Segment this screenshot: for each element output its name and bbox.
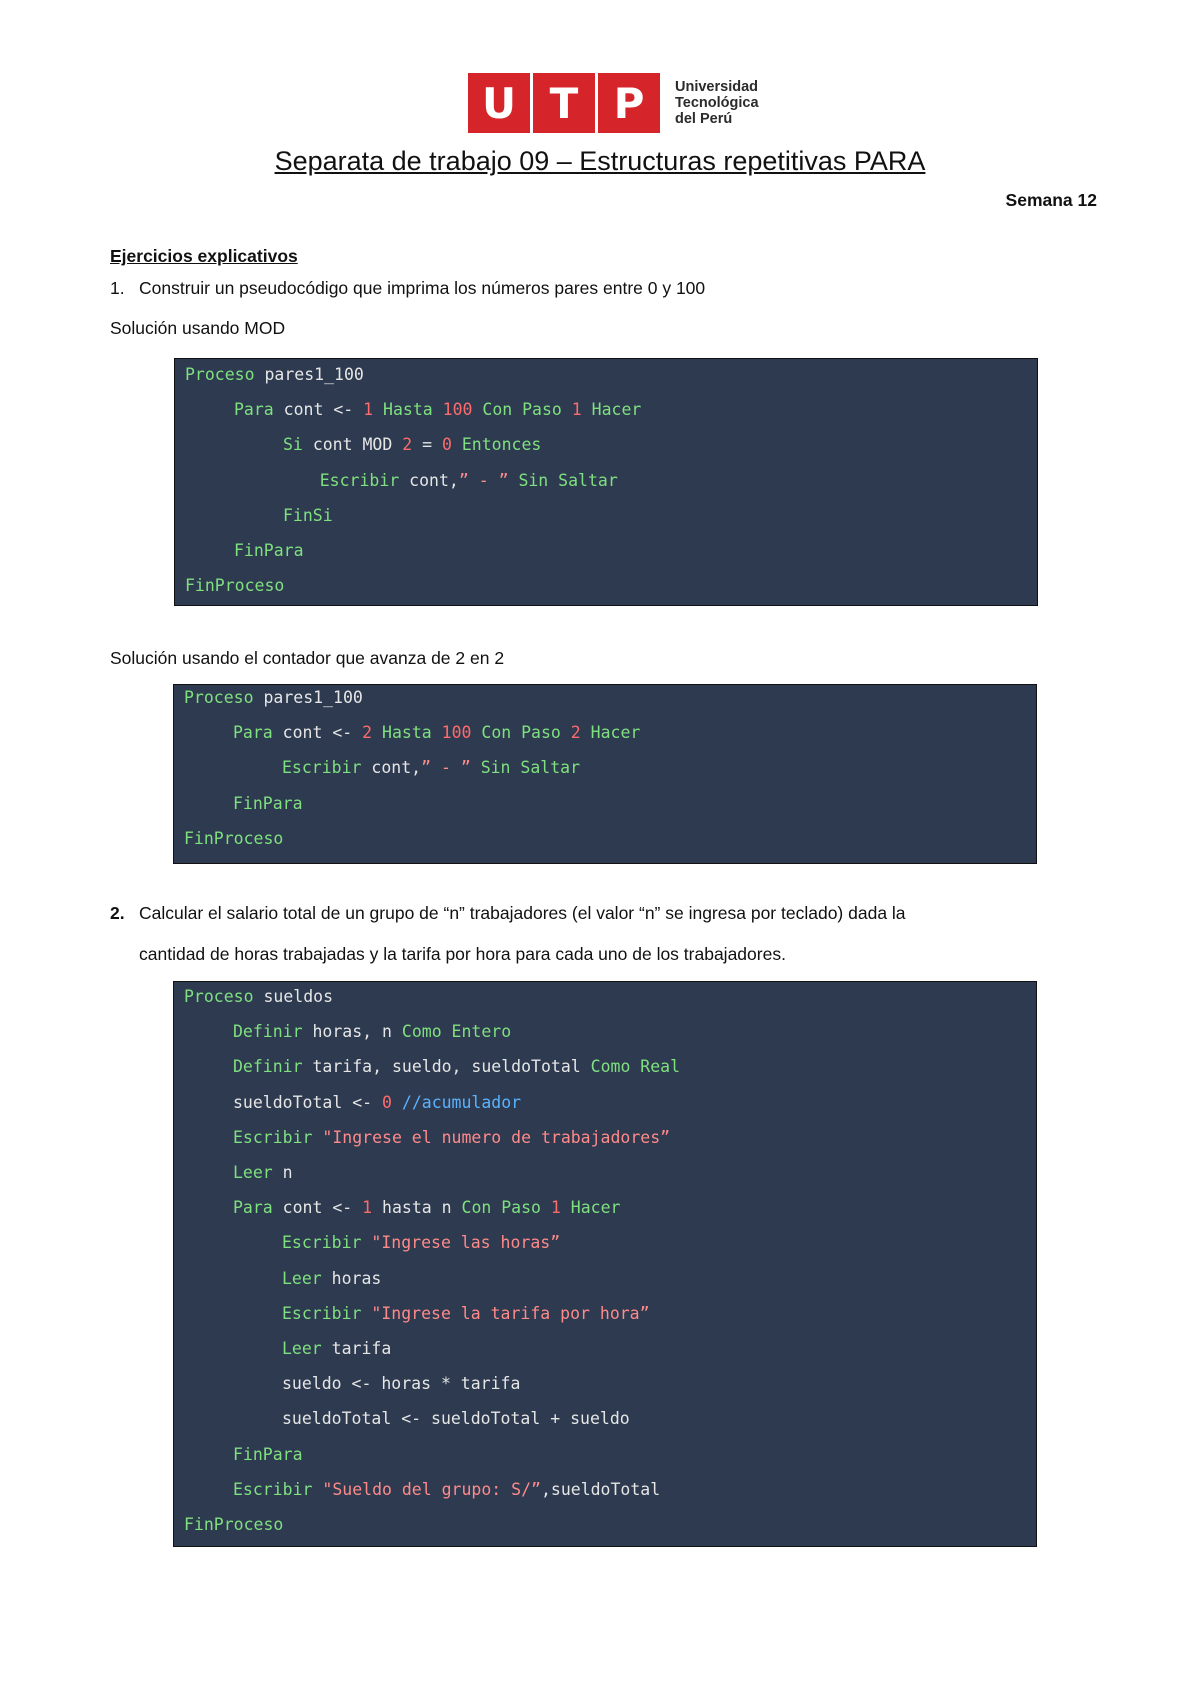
code-token: Escribir: [282, 1233, 372, 1253]
code-token: Escribir: [282, 1303, 372, 1323]
code-token: //acumulador: [401, 1092, 522, 1112]
code-token: tarifa, sueldo, sueldoTotal: [312, 1057, 591, 1077]
code-token: 100: [441, 723, 482, 743]
code-line: [184, 985, 333, 1009]
code-token: 1: [363, 400, 384, 420]
code-token: Con Paso: [482, 400, 572, 420]
utp-logo: [468, 73, 759, 133]
section-heading: Ejercicios explicativos: [110, 246, 298, 266]
code-line: [282, 1337, 391, 1361]
solution-2-label: Solución usando el contador que avanza de 2 en 2: [110, 648, 505, 668]
code-token: Escribir: [233, 1127, 323, 1147]
code-token: 0: [382, 1092, 402, 1112]
code-token: horas, n: [312, 1022, 402, 1042]
exercise-1-number: 1.: [110, 278, 125, 298]
code-line: [282, 1267, 381, 1291]
code-token: Si: [283, 435, 313, 455]
week-label: Semana 12: [1005, 190, 1097, 210]
code-line: [320, 469, 618, 493]
exercise-2-text-line-2: cantidad de horas trabajadas y la tarifa por hora para cada uno de los trabajadores.: [139, 944, 786, 964]
code-token: sueldoTotal <-: [233, 1092, 383, 1112]
code-token: FinSi: [283, 505, 333, 525]
code-line: [184, 1513, 283, 1537]
exercise-1: [110, 278, 705, 299]
logo-letter-u: U: [468, 73, 530, 133]
code-token: Proceso: [184, 688, 264, 707]
code-block-step-2: [173, 684, 1037, 864]
code-token: sueldos: [263, 987, 334, 1006]
code-token: "Sueldo del grupo: S/”: [322, 1479, 541, 1499]
logo-letter-t: T: [533, 73, 595, 133]
code-token: FinPara: [233, 1444, 303, 1464]
code-token: 2: [570, 723, 591, 743]
code-token: pares1_100: [263, 688, 363, 707]
code-token: cont,: [371, 758, 422, 778]
code-token: Con Paso: [481, 723, 571, 743]
code-token: Sin Saltar: [480, 758, 581, 778]
code-token: sueldo <- horas * tarifa: [282, 1374, 521, 1394]
code-token: Escribir: [282, 758, 372, 778]
code-token: Hacer: [590, 723, 641, 743]
code-token: 0: [441, 435, 462, 455]
code-token: 1: [550, 1198, 571, 1218]
code-line: [233, 1020, 511, 1044]
code-token: Como Entero: [401, 1022, 512, 1042]
code-token: Hasta: [382, 723, 442, 743]
code-token: pares1_100: [264, 365, 364, 384]
code-token: 1: [571, 400, 592, 420]
code-line: [233, 1126, 670, 1150]
solution-1-label: Solución usando MOD: [110, 318, 286, 338]
code-token: FinProceso: [185, 576, 285, 596]
code-line: [184, 686, 363, 710]
code-block-sueldos: [173, 981, 1037, 1547]
code-token: Hacer: [591, 400, 642, 420]
code-token: Para: [233, 1198, 283, 1218]
code-token: "Ingrese las horas”: [371, 1233, 561, 1253]
code-token: Definir: [233, 1022, 313, 1042]
logo-wordmark: [675, 79, 759, 127]
code-token: Proceso: [185, 365, 265, 384]
code-token: Leer: [282, 1268, 332, 1288]
code-token: FinProceso: [184, 828, 284, 848]
code-token: Escribir: [233, 1479, 323, 1499]
code-line: [282, 1231, 560, 1255]
code-token: Definir: [233, 1057, 313, 1077]
code-line: [233, 1091, 521, 1115]
code-token: Hacer: [570, 1198, 621, 1218]
code-token: FinPara: [233, 793, 303, 813]
code-token: sueldoTotal <- sueldoTotal + sueldo: [282, 1409, 630, 1429]
code-token: Como Real: [590, 1057, 681, 1077]
code-line: [184, 827, 283, 851]
code-token: 2: [362, 723, 383, 743]
code-token: "Ingrese el numero de trabajadores”: [322, 1127, 671, 1147]
logo-word-3: del Perú: [675, 111, 733, 127]
code-line: [233, 721, 640, 745]
code-line: [282, 1407, 630, 1431]
code-token: n: [282, 1163, 293, 1182]
code-token: tarifa: [331, 1339, 392, 1358]
code-token: ” - ”: [458, 470, 519, 490]
code-token: horas: [331, 1268, 382, 1288]
code-token: Proceso: [184, 987, 264, 1006]
code-token: Con Paso: [461, 1198, 551, 1218]
code-line: [185, 574, 284, 598]
exercise-2: [110, 903, 906, 924]
code-line: [234, 398, 641, 422]
code-token: Escribir: [319, 470, 410, 490]
code-line: [233, 1055, 680, 1079]
code-line: [282, 756, 580, 780]
code-token: =: [422, 435, 442, 455]
code-line: [282, 1302, 650, 1326]
code-line: [283, 504, 333, 528]
code-token: ” - ”: [421, 758, 481, 778]
code-token: "Ingrese la tarifa por hora”: [371, 1303, 650, 1323]
code-token: cont <-: [282, 1198, 363, 1218]
code-token: FinProceso: [184, 1515, 284, 1534]
code-token: FinPara: [234, 541, 304, 560]
code-token: hasta n: [382, 1198, 462, 1218]
logo-word-2: Tecnológica: [675, 95, 759, 111]
code-token: ,sueldoTotal: [540, 1479, 661, 1499]
code-line: [233, 792, 303, 816]
code-token: cont MOD: [312, 435, 403, 455]
code-token: Sin Saltar: [518, 470, 618, 490]
code-line: [282, 1372, 520, 1396]
code-token: Leer: [282, 1339, 332, 1358]
code-token: 1: [362, 1198, 383, 1218]
code-line: [234, 539, 304, 563]
code-token: Para: [233, 723, 283, 743]
exercise-1-text: Construir un pseudocódigo que imprima los números pares entre 0 y 100: [139, 278, 706, 298]
code-line: [233, 1161, 293, 1185]
code-line: [185, 363, 364, 387]
code-block-mod: [174, 358, 1038, 606]
exercise-2-number: 2.: [110, 903, 125, 923]
logo-word-1: Universidad: [675, 79, 758, 95]
code-line: [233, 1478, 660, 1502]
code-token: Entonces: [461, 435, 542, 455]
document-title: Separata de trabajo 09 – Estructuras repetitivas PARA: [274, 146, 926, 176]
code-token: 2: [402, 435, 423, 455]
code-token: cont,: [409, 470, 459, 490]
code-token: cont <-: [283, 400, 364, 420]
code-token: Leer: [233, 1163, 283, 1182]
code-token: cont <-: [282, 723, 363, 743]
exercise-2-text-line-1: Calcular el salario total de un grupo de “n” trabajadores (el valor “n” se ingresa por teclado) dada la: [139, 903, 906, 923]
logo-letter-p: P: [598, 73, 660, 133]
code-line: [233, 1443, 303, 1467]
code-token: Para: [234, 400, 284, 420]
code-token: Hasta: [383, 400, 443, 420]
code-line: [233, 1196, 620, 1220]
code-token: 100: [442, 400, 483, 420]
code-line: [283, 433, 541, 457]
